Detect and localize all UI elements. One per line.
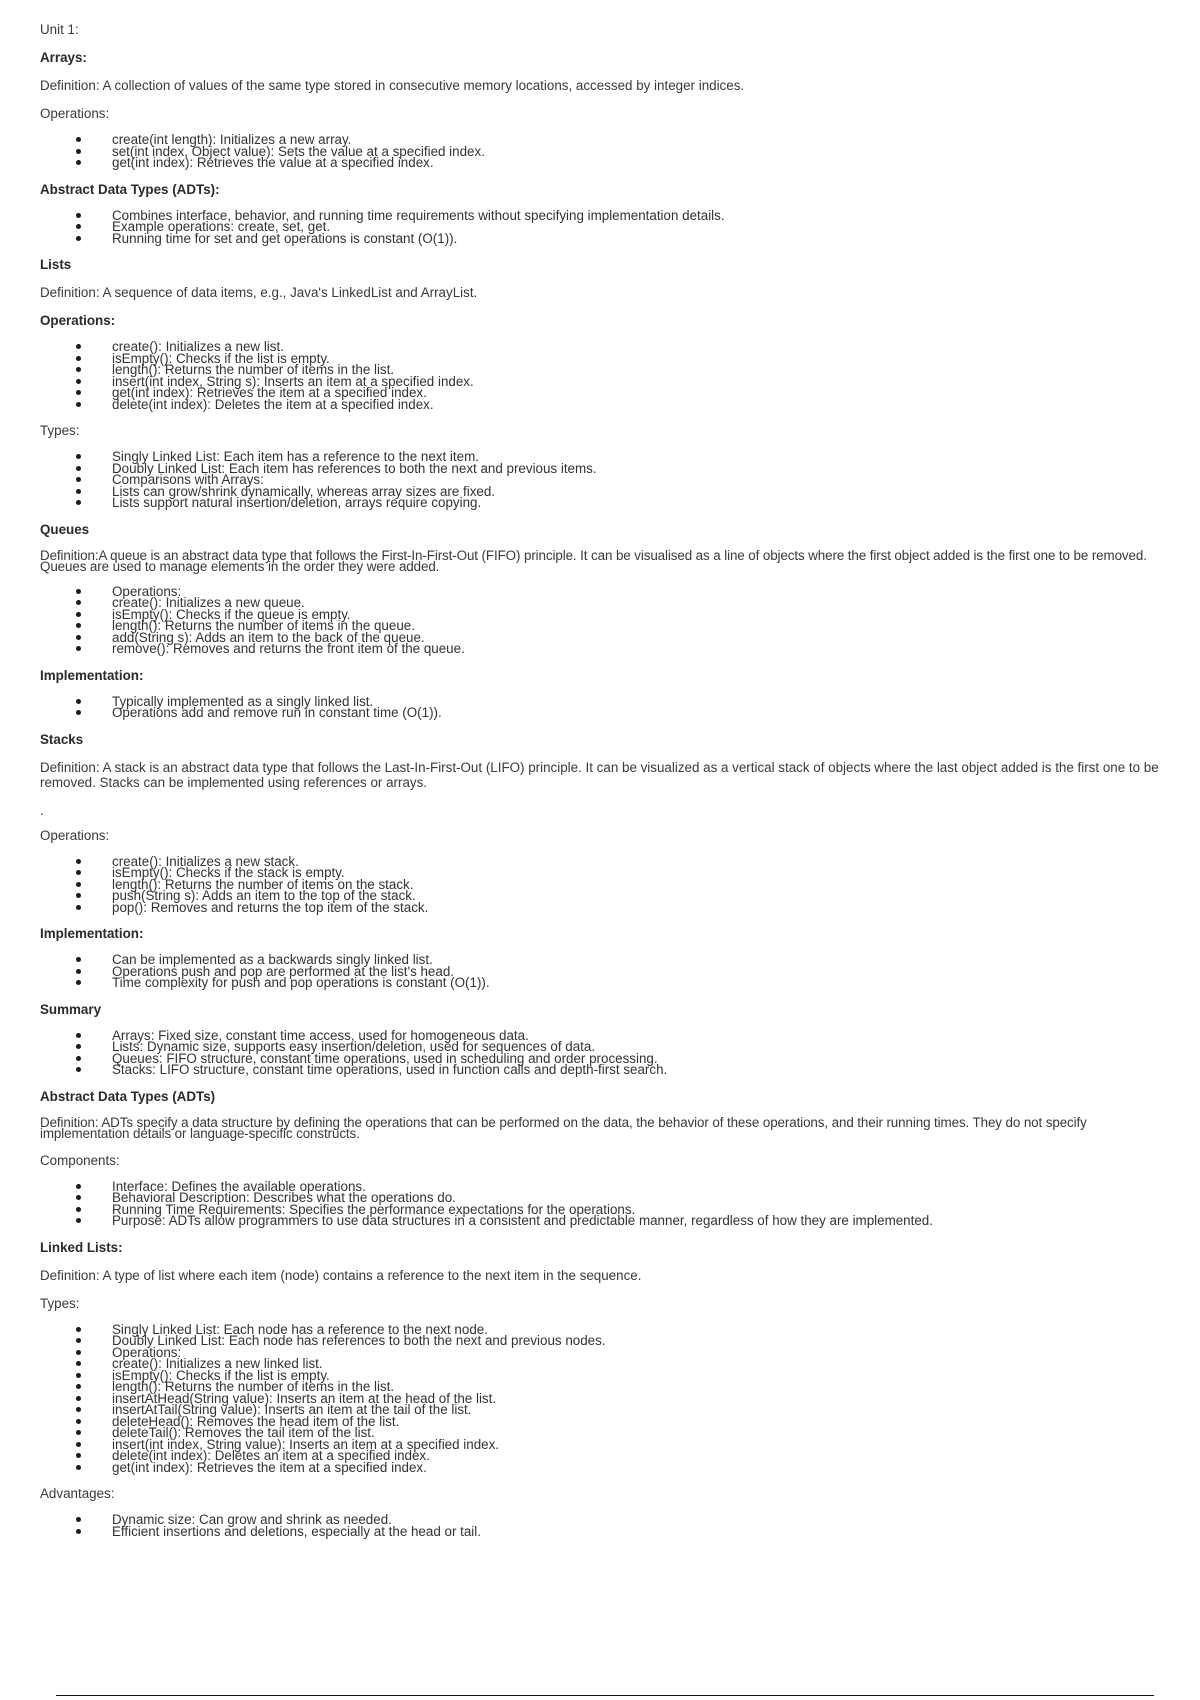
bullet-list: [40, 583, 1170, 656]
paragraph: Definition: A collection of values of the same type stored in consecutive memory locations, accessed by integer indices.: [40, 78, 745, 93]
list-item: insertAtHead(String value): Inserts an item at the head of the list.: [112, 1393, 1170, 1405]
list-item: Singly Linked List: Each node has a reference to the next node.: [112, 1324, 1170, 1336]
list-item: isEmpty(): Checks if the queue is empty.: [112, 609, 1170, 621]
list-item: isEmpty(): Checks if the list is empty.: [112, 1370, 1170, 1382]
list-item: Doubly Linked List: Each item has references to both the next and previous items.: [112, 463, 1170, 475]
list-item: Operations add and remove run in constant time (O(1)).: [112, 707, 1170, 719]
document-body: [40, 22, 1170, 1550]
section-heading: Operations:: [40, 313, 116, 328]
list-item: length(): Returns the number of items on the stack.: [112, 879, 1170, 891]
list-item: remove(): Removes and returns the front item of the queue.: [112, 643, 1170, 655]
list-item: length(): Returns the number of items in the list.: [112, 364, 1170, 376]
bullet-list: [40, 693, 1170, 720]
list-item: Operations push and pop are performed at the list's head.: [112, 966, 1170, 978]
list-item: Can be implemented as a backwards singly linked list.: [112, 954, 1170, 966]
page-bottom-rule: [56, 1695, 1154, 1696]
section-heading: Implementation:: [40, 667, 144, 683]
list-item: Typically implemented as a singly linked list.: [112, 696, 1170, 708]
list-item: length(): Returns the number of items in the list.: [112, 1381, 1170, 1393]
list-item: delete(int index): Deletes an item at a specified index.: [112, 1450, 1170, 1462]
list-item: Operations:: [112, 1347, 1170, 1359]
list-item: push(String s): Adds an item to the top of the stack.: [112, 890, 1170, 902]
list-item: Purpose: ADTs allow programmers to use data structures in a consistent and predictable manner, regardless of how they are implemented.: [112, 1215, 1170, 1227]
label-text: Operations:: [40, 827, 110, 843]
bullet-list: [40, 1027, 1170, 1077]
section-heading: Arrays:: [40, 50, 87, 65]
list-item: Lists can grow/shrink dynamically, whereas array sizes are fixed.: [112, 486, 1170, 498]
list-item: get(int index): Retrieves the item at a specified index.: [112, 387, 1170, 399]
list-item: isEmpty(): Checks if the list is empty.: [112, 353, 1170, 365]
section-heading: Stacks: [40, 731, 84, 747]
bullet-list: [40, 341, 1170, 410]
bullet-list: [40, 1178, 1170, 1228]
list-item: add(String s): Adds an item to the back of the queue.: [112, 632, 1170, 644]
bullet-list: [40, 451, 1170, 509]
list-item: deleteTail(): Removes the tail item of the list.: [112, 1427, 1170, 1439]
list-item: Singly Linked List: Each item has a reference to the next item.: [112, 451, 1170, 463]
list-item: delete(int index): Deletes the item at a specified index.: [112, 399, 1170, 411]
bullet-list: [40, 207, 1170, 246]
list-item: create(): Initializes a new queue.: [112, 597, 1170, 609]
section-heading: Summary: [40, 1001, 102, 1017]
stray-period: .: [40, 802, 44, 818]
list-item: insertAtTail(String value): Inserts an item at the tail of the list.: [112, 1404, 1170, 1416]
list-item: Doubly Linked List: Each node has references to both the next and previous nodes.: [112, 1335, 1170, 1347]
list-item: Lists: Dynamic size, supports easy insertion/deletion, used for sequences of data.: [112, 1041, 1170, 1053]
label-text: Types:: [40, 1295, 80, 1311]
list-item: insert(int index, String value): Inserts an item at a specified index.: [112, 1439, 1170, 1451]
paragraph: Definition: ADTs specify a data structure by defining the operations that can be performed on the data, the behavior of these operations, and their running times. They do not specify implementation details or language-specific constructs.: [40, 1114, 1087, 1141]
section-heading: Abstract Data Types (ADTs): [40, 1088, 216, 1104]
list-item: Dynamic size: Can grow and shrink as needed.: [112, 1514, 1170, 1526]
bullet-list: [40, 954, 1170, 989]
label-text: Components:: [40, 1152, 120, 1168]
list-item: Operations:: [112, 586, 1170, 598]
section-heading: Queues: [40, 521, 90, 537]
list-item: pop(): Removes and returns the top item of the stack.: [112, 902, 1170, 914]
list-item: create(int length): Initializes a new array.: [112, 134, 1170, 146]
paragraph: Definition:A queue is an abstract data type that follows the First-In-First-Out (FIFO) principle. It can be visualised as a line of objects where the first object added is the first one to be removed. Queues are used to manage elements in the order they were added.: [40, 547, 1147, 574]
list-item: length(): Returns the number of items in the queue.: [112, 620, 1170, 632]
paragraph: Definition: A sequence of data items, e.g., Java's LinkedList and ArrayList.: [40, 285, 478, 300]
list-item: create(): Initializes a new stack.: [112, 856, 1170, 868]
section-heading: Linked Lists:: [40, 1239, 123, 1255]
list-item: Stacks: LIFO structure, constant time operations, used in function calls and depth-first search.: [112, 1064, 1170, 1076]
list-item: isEmpty(): Checks if the stack is empty.: [112, 867, 1170, 879]
document-title: Unit 1:: [40, 22, 79, 37]
list-item: set(int index, Object value): Sets the value at a specified index.: [112, 146, 1170, 158]
paragraph: Definition: A stack is an abstract data type that follows the Last-In-First-Out (LIFO) principle. It can be visualized as a vertical stack of objects where the last object added is the first one to be removed. Stacks can be implemented using references or arrays.: [40, 759, 1159, 790]
list-item: Arrays: Fixed size, constant time access, used for homogeneous data.: [112, 1030, 1170, 1042]
list-item: Efficient insertions and deletions, especially at the head or tail.: [112, 1526, 1170, 1538]
section-heading: Abstract Data Types (ADTs):: [40, 181, 220, 197]
label-text: Types:: [40, 423, 80, 438]
list-item: Running Time Requirements: Specifies the performance expectations for the operations.: [112, 1204, 1170, 1216]
list-item: Lists support natural insertion/deletion, arrays require copying.: [112, 497, 1170, 509]
list-item: Interface: Defines the available operations.: [112, 1181, 1170, 1193]
bullet-list: [40, 134, 1170, 169]
label-text: Advantages:: [40, 1486, 115, 1501]
label-text: Operations:: [40, 106, 110, 121]
list-item: Combines interface, behavior, and running time requirements without specifying implementation details.: [112, 210, 1170, 222]
bullet-list: [40, 853, 1170, 915]
list-item: create(): Initializes a new list.: [112, 341, 1170, 353]
list-item: Behavioral Description: Describes what the operations do.: [112, 1192, 1170, 1204]
bullet-list: [40, 1514, 1170, 1537]
list-item: get(int index): Retrieves the item at a specified index.: [112, 1462, 1170, 1474]
paragraph: Definition: A type of list where each item (node) contains a reference to the next item in the sequence.: [40, 1267, 642, 1283]
list-item: get(int index): Retrieves the value at a specified index.: [112, 157, 1170, 169]
list-item: create(): Initializes a new linked list.: [112, 1358, 1170, 1370]
list-item: Queues: FIFO structure, constant time operations, used in scheduling and order processing.: [112, 1053, 1170, 1065]
section-heading: Implementation:: [40, 926, 144, 941]
list-item: Example operations: create, set, get.: [112, 221, 1170, 233]
list-item: deleteHead(): Removes the head item of the list.: [112, 1416, 1170, 1428]
list-item: Time complexity for push and pop operations is constant (O(1)).: [112, 977, 1170, 989]
section-heading: Lists: [40, 257, 72, 272]
list-item: Running time for set and get operations is constant (O(1)).: [112, 233, 1170, 245]
bullet-list: [40, 1321, 1170, 1475]
list-item: insert(int index, String s): Inserts an item at a specified index.: [112, 376, 1170, 388]
list-item: Comparisons with Arrays:: [112, 474, 1170, 486]
